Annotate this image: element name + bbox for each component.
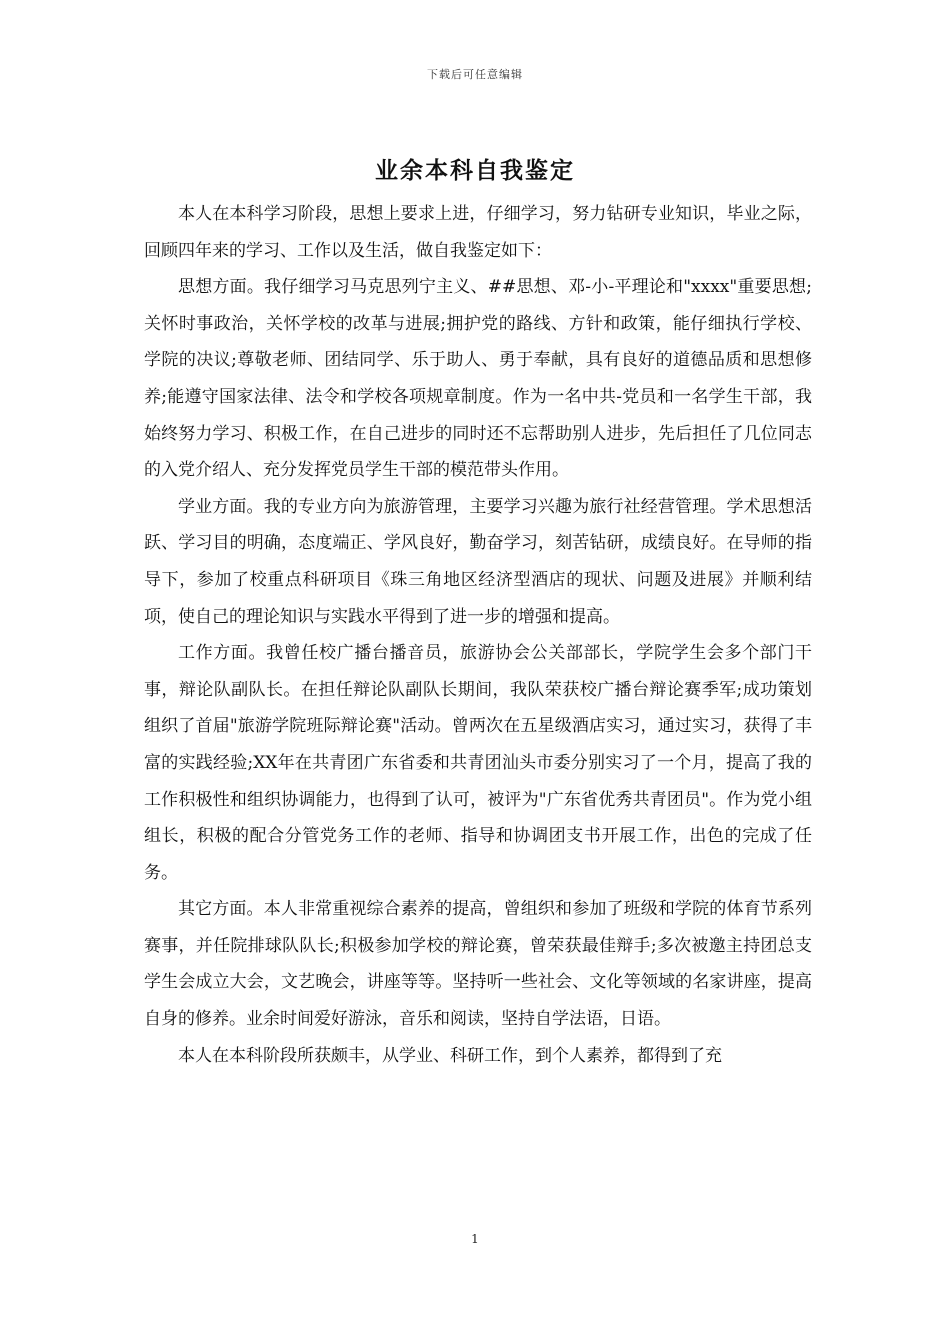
paragraph-ideology: 思想方面。我仔细学习马克思列宁主义、##思想、邓-小-平理论和"xxxx"重要思想;关怀时事政治，关怀学校的改革与进展;拥护党的路线、方针和政策，能仔细执行学校、学院的决议;尊敬老师、团结同学、乐于助人、勇于奉献，具有良好的道德品质和思想修养;能遵守国家法律、法令和学校各项规章制度。作为一名中共-党员和一名学生干部，我始终努力学习、积极工作，在自己进步的同时还不忘帮助别人进步，先后担任了几位同志的入党介绍人、充分发挥党员学生干部的模范带头作用。: [144, 277, 812, 481]
paragraph-intro: 本人在本科学习阶段，思想上要求上进，仔细学习，努力钻研专业知识，毕业之际，回顾四年来的学习、工作以及生活，做自我鉴定如下：: [144, 204, 812, 261]
paragraph-other: 其它方面。本人非常重视综合素养的提高，曾组织和参加了班级和学院的体育节系列赛事，并任院排球队队长;积极参加学校的辩论赛，曾荣获最佳辩手;多次被邀主持团总支学生会成立大会，文艺晚会，讲座等等。坚持听一些社会、文化等领域的名家讲座，提高自身的修养。业余时间爱好游泳，音乐和阅读，坚持自学法语，日语。: [144, 899, 812, 1030]
document-title: 业余本科自我鉴定: [375, 157, 575, 184]
paragraph-summary: 本人在本科阶段所获颇丰，从学业、科研工作，到个人素养，都得到了充: [178, 1045, 722, 1066]
download-note: 下载后可任意编辑: [427, 68, 523, 81]
document-body: [144, 196, 812, 1074]
page-number: 1: [471, 1232, 479, 1246]
paragraph-academics: 学业方面。我的专业方向为旅游管理，主要学习兴趣为旅行社经营管理。学术思想活跃、学习目的明确，态度端正、学风良好，勤奋学习，刻苦钻研，成绩良好。在导师的指导下，参加了校重点科研项目《珠三角地区经济型酒店的现状、问题及进展》并顺利结项，使自己的理论知识与实践水平得到了进一步的增强和提高。: [144, 496, 812, 627]
paragraph-work: 工作方面。我曾任校广播台播音员，旅游协会公关部部长，学院学生会多个部门干事，辩论队副队长。在担任辩论队副队长期间，我队荣获校广播台辩论赛季军;成功策划组织了首届"旅游学院班际辩论赛"活动。曾两次在五星级酒店实习，通过实习，获得了丰富的实践经验;XX年在共青团广东省委和共青团汕头市委分别实习了一个月，提高了我的工作积极性和组织协调能力，也得到了认可，被评为"广东省优秀共青团员"。作为党小组组长，积极的配合分管党务工作的老师、指导和协调团支书开展工作，出色的完成了任务。: [144, 643, 812, 883]
